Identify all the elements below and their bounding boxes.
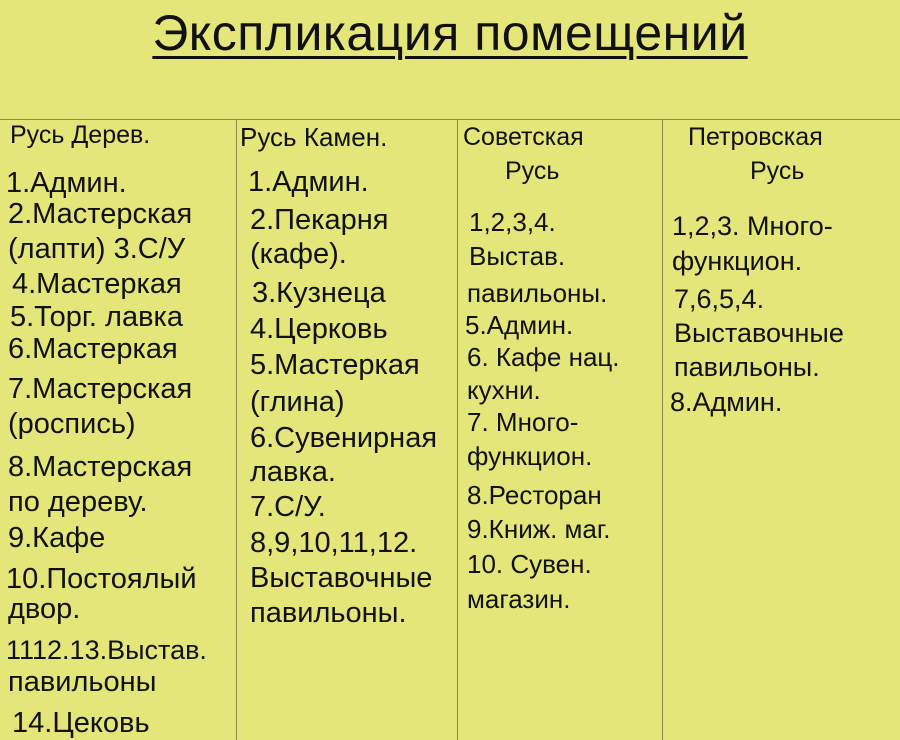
list-item: 1,2,3,4. (469, 207, 556, 237)
list-item: 8,9,10,11,12. (250, 527, 418, 559)
list-item: лавка. (250, 456, 336, 488)
list-item: 10. Сувен. (467, 549, 592, 579)
list-item: Выставочные (674, 318, 844, 348)
column-rus-kamen (236, 120, 458, 740)
list-item: 10.Постоялый (6, 563, 197, 595)
list-item: павильоны (8, 666, 157, 698)
list-item: 9.Книж. маг. (467, 514, 611, 544)
list-item: 2.Мастерская (8, 198, 193, 230)
list-item: магазин. (467, 584, 571, 614)
list-item: Выстав. (469, 241, 566, 271)
list-item: 1.Админ. (248, 166, 369, 198)
list-item: (лапти) 3.С/У (8, 233, 186, 265)
list-item: 1.Админ. (6, 167, 127, 199)
rooms-table (0, 119, 900, 740)
list-item: 8.Мастерская (8, 451, 193, 483)
list-item: 6. Кафе нац. (467, 342, 620, 372)
column-sovetskaya-rus (457, 120, 663, 740)
list-item: павильоны. (467, 278, 608, 308)
list-item: двор. (8, 593, 81, 625)
list-item: 7.Мастерская (8, 373, 193, 405)
column-header-line-2: Русь (750, 157, 805, 185)
list-item: 8.Админ. (670, 387, 783, 417)
list-item: 5.Мастеркая (250, 349, 420, 381)
list-item: (кафе). (250, 238, 347, 270)
list-item: (роспись) (8, 408, 136, 440)
list-item: павильоны. (674, 352, 820, 382)
column-header: Русь Дерев. (10, 121, 151, 149)
list-item: функцион. (672, 246, 803, 276)
list-item: 6.Мастеркая (8, 333, 178, 365)
list-item: 8.Ресторан (467, 480, 602, 510)
list-item: 2.Пекарня (250, 204, 389, 236)
list-item: по дереву. (8, 486, 148, 518)
list-item: 4.Церковь (250, 313, 388, 345)
list-item: 1,2,3. Много- (672, 211, 833, 241)
list-item: павильоны. (250, 597, 407, 629)
list-item: 7.С/У. (250, 491, 326, 523)
column-header-line-2: Русь (505, 157, 560, 185)
column-rus-derev (0, 120, 237, 740)
page-title: Экспликация помещений (152, 5, 748, 61)
column-petrovskaya-rus (662, 120, 900, 740)
list-item: функцион. (467, 441, 593, 471)
list-item: 5.Торг. лавка (10, 301, 183, 333)
list-item: 9.Кафе (8, 522, 106, 554)
list-item: (глина) (250, 386, 345, 418)
list-item: 7,6,5,4. (674, 284, 765, 314)
list-item: Выставочные (250, 562, 433, 594)
list-item: 4.Мастеркая (12, 268, 182, 300)
column-header-line-1: Петровская (688, 123, 823, 151)
list-item: кухни. (467, 375, 541, 405)
list-item: 3.Кузнеца (252, 277, 386, 309)
list-item: 7. Много- (467, 407, 579, 437)
list-item: 5.Админ. (465, 310, 574, 340)
column-header-line-1: Советская (463, 123, 584, 151)
list-item: 1112.13.Выстав. (6, 635, 207, 665)
list-item: 6.Сувенирная (250, 422, 438, 454)
column-header: Русь Камен. (240, 122, 388, 152)
list-item: 14.Цековь (12, 707, 150, 739)
